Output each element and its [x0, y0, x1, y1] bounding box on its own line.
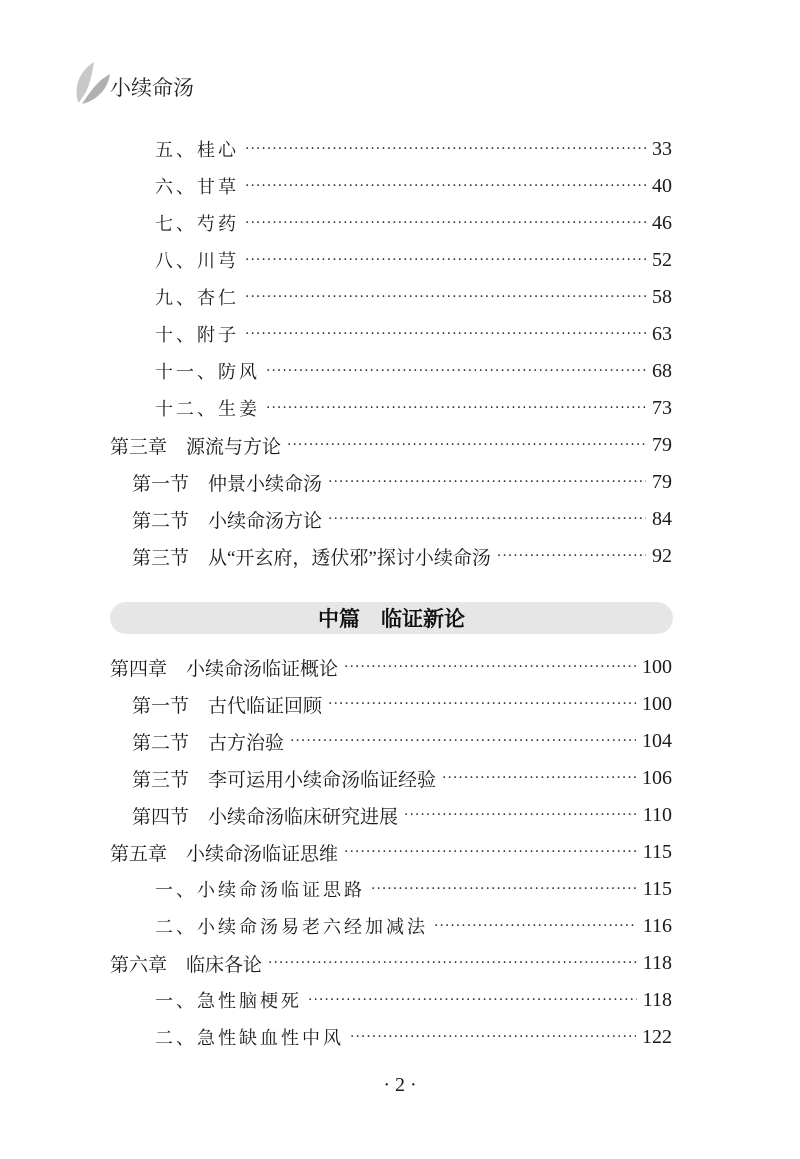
part-heading-banner [110, 602, 673, 634]
toc-entry-title: 二、小续命汤易老六经加减法 [155, 917, 428, 938]
toc-entry[interactable] [132, 763, 672, 793]
dot-leader [245, 134, 646, 164]
toc-entry-page: 58 [652, 285, 672, 308]
dot-leader [371, 874, 637, 904]
toc-entry-title: 第三章 源流与方论 [110, 436, 282, 458]
toc-entry[interactable] [155, 985, 672, 1015]
toc-entry-title: 第三节 李可运用小续命汤临证经验 [132, 769, 437, 791]
dot-leader [344, 837, 637, 867]
toc-entry[interactable] [110, 837, 672, 867]
toc-entry[interactable] [155, 171, 672, 201]
toc-entry[interactable] [155, 319, 672, 349]
toc-entry[interactable] [132, 689, 672, 719]
toc-entry[interactable] [155, 282, 672, 312]
dot-leader [245, 245, 646, 275]
toc-entry[interactable] [155, 356, 672, 386]
toc-entry-page: 116 [642, 914, 672, 937]
dot-leader [328, 689, 636, 719]
toc-entry-page: 100 [642, 692, 672, 715]
dot-leader [350, 1022, 636, 1052]
dot-leader [328, 504, 646, 534]
toc-entry-page: 40 [652, 174, 672, 197]
dot-leader [266, 393, 646, 423]
toc-entry-title: 第一节 仲景小续命汤 [132, 473, 323, 495]
toc-entry[interactable] [110, 430, 672, 460]
dot-leader [266, 356, 646, 386]
toc-entry[interactable] [132, 726, 672, 756]
toc-entry-page: 110 [642, 803, 672, 826]
toc-entry-page: 63 [652, 322, 672, 345]
toc-entry-page: 106 [642, 766, 672, 789]
dot-leader [245, 208, 646, 238]
toc-entry-page: 84 [652, 507, 672, 530]
toc-entry-page: 118 [642, 951, 672, 974]
toc-entry[interactable] [155, 245, 672, 275]
toc-entry-title: 第四节 小续命汤临床研究进展 [132, 806, 399, 828]
toc-entry[interactable] [155, 911, 672, 941]
dot-leader [344, 652, 636, 682]
dot-leader [442, 763, 636, 793]
toc-entry-title: 一、急性脑梗死 [155, 991, 302, 1012]
dot-leader [245, 282, 646, 312]
toc-entry-page: 73 [652, 396, 672, 419]
leaf-logo-icon [72, 58, 114, 106]
toc-entry-page: 118 [642, 988, 672, 1011]
toc-entry-title: 六、甘草 [155, 177, 239, 198]
toc-entry-title: 第六章 临床各论 [110, 954, 263, 976]
toc-entry-title: 五、桂心 [155, 140, 239, 161]
header-title: 小续命汤 [110, 76, 194, 100]
part-heading: 中篇 临证新论 [318, 607, 465, 631]
toc-entry-title: 九、杏仁 [155, 288, 239, 309]
toc-entry[interactable] [155, 874, 672, 904]
toc-entry-page: 115 [642, 840, 672, 863]
toc-entry-page: 52 [652, 248, 672, 271]
toc-entry[interactable] [132, 467, 672, 497]
dot-leader [404, 800, 637, 830]
toc-entry[interactable] [155, 134, 672, 164]
toc-entry[interactable] [110, 948, 672, 978]
toc-entry-title: 八、川芎 [155, 251, 239, 272]
toc-entry-title: 十二、生姜 [155, 399, 260, 420]
toc-entry-title: 一、小续命汤临证思路 [155, 880, 365, 901]
toc-entry-title: 第四章 小续命汤临证概论 [110, 658, 339, 680]
toc-entry[interactable] [132, 800, 672, 830]
dot-leader [308, 985, 637, 1015]
toc-entry-page: 79 [652, 433, 672, 456]
toc-entry-title: 第一节 古代临证回顾 [132, 695, 323, 717]
page-number: · 2 · [383, 1074, 417, 1096]
dot-leader [268, 948, 637, 978]
toc-entry-page: 46 [652, 211, 672, 234]
toc-entry-page: 68 [652, 359, 672, 382]
toc-entry[interactable] [155, 208, 672, 238]
toc-entry-title: 第五章 小续命汤临证思维 [110, 843, 339, 865]
toc-entry-title: 第三节 从“开玄府，透伏邪”探讨小续命汤 [132, 547, 491, 569]
dot-leader [328, 467, 646, 497]
running-header [72, 58, 272, 108]
dot-leader [287, 430, 646, 460]
dot-leader [434, 911, 637, 941]
toc-entry-page: 33 [652, 137, 672, 160]
toc-entry-page: 92 [652, 544, 672, 567]
toc-entry-page: 115 [642, 877, 672, 900]
toc-entry-page: 79 [652, 470, 672, 493]
dot-leader [290, 726, 636, 756]
toc-entry-page: 122 [642, 1025, 672, 1048]
toc-entry[interactable] [155, 1022, 672, 1052]
toc-entry-page: 104 [642, 729, 672, 752]
toc-entry-title: 第二节 古方治验 [132, 732, 285, 754]
toc-entry-page: 100 [642, 655, 672, 678]
toc-entry[interactable] [132, 541, 672, 571]
dot-leader [497, 541, 646, 571]
toc-entry[interactable] [110, 652, 672, 682]
toc-entry[interactable] [132, 504, 672, 534]
dot-leader [245, 171, 646, 201]
toc-entry-title: 十一、防风 [155, 362, 260, 383]
toc-entry-title: 十、附子 [155, 325, 239, 346]
toc-entry-title: 第二节 小续命汤方论 [132, 510, 323, 532]
toc-entry-title: 二、急性缺血性中风 [155, 1028, 344, 1049]
dot-leader [245, 319, 646, 349]
toc-entry-title: 七、芍药 [155, 214, 239, 235]
toc-entry[interactable] [155, 393, 672, 423]
